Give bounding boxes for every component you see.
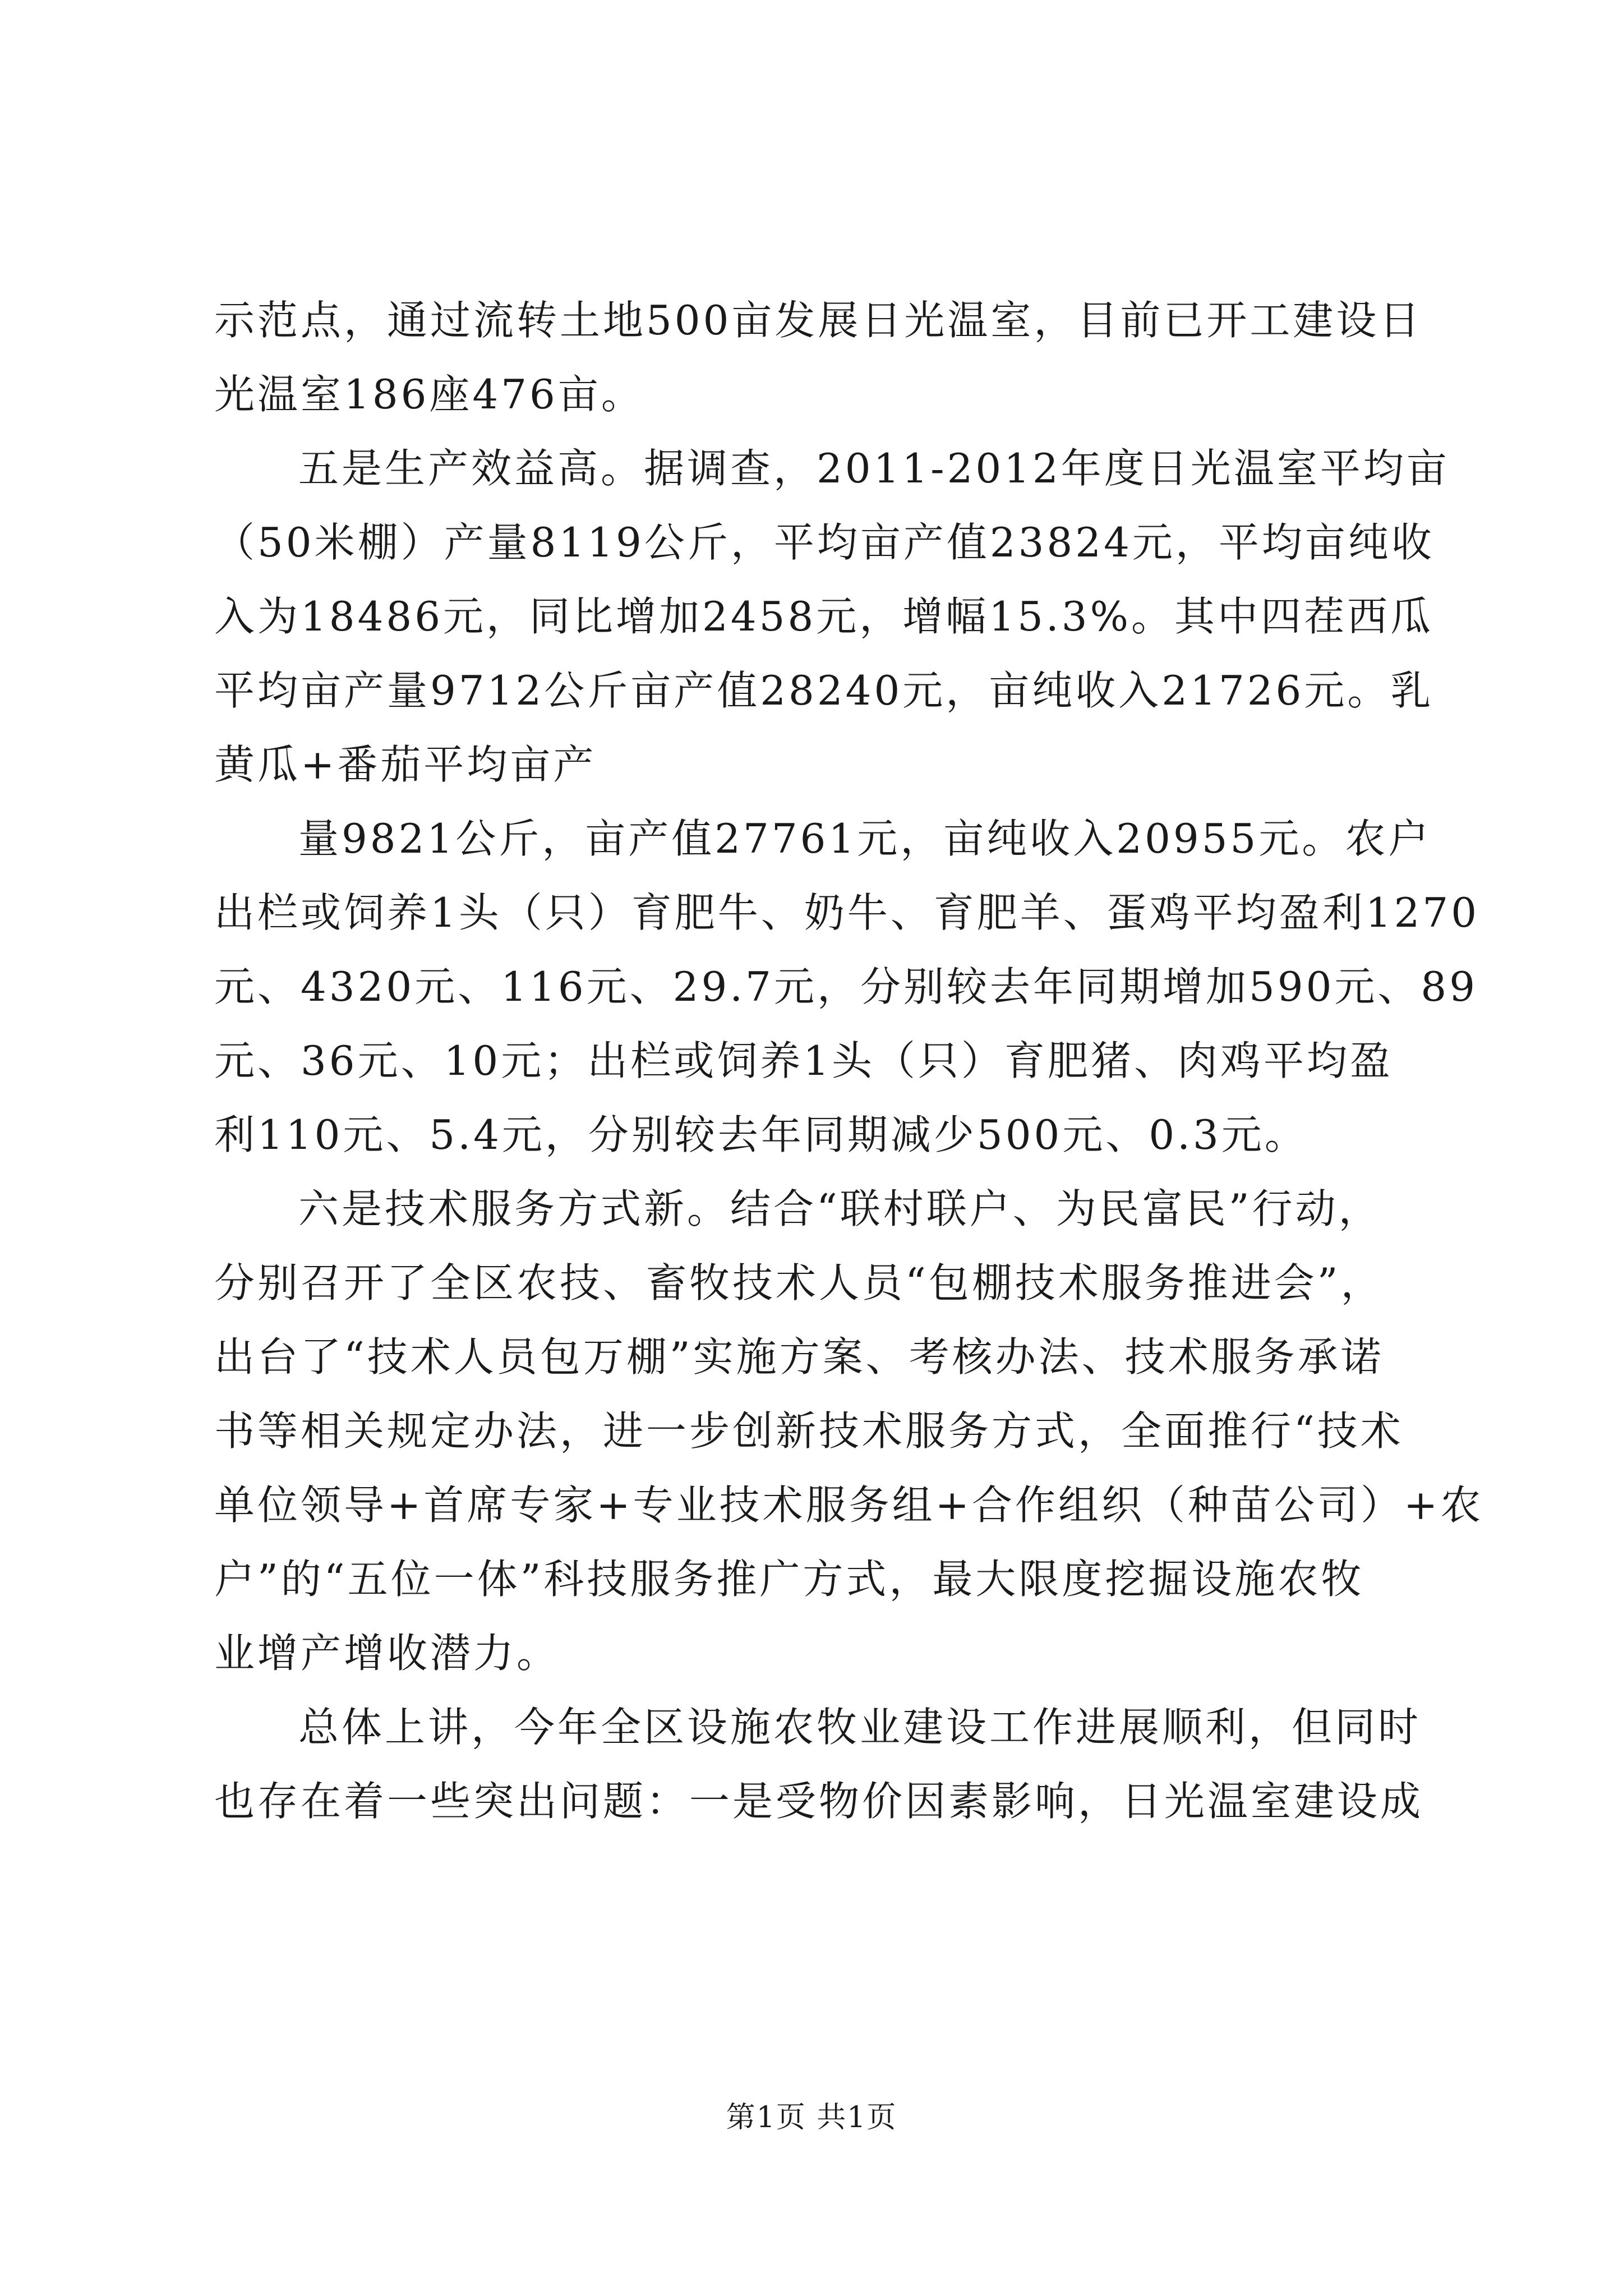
text-line: 光温室186座476亩。	[214, 371, 644, 418]
page-number-label: 第1页 共1页	[726, 2101, 897, 2134]
text-line: 入为18486元，同比增加2458元，增幅15.3%。其中四茬西瓜	[214, 593, 1434, 640]
text-line: 户”的“五位一体”科技服务推广方式，最大限度挖掘设施农牧	[214, 1556, 1364, 1603]
document-body	[214, 283, 1484, 1838]
text-line: 示范点，通过流转土地500亩发展日光温室，目前已开工建设日	[214, 297, 1423, 344]
text-line: 分别召开了全区农技、畜牧技术人员“包棚技术服务推进会”，	[214, 1259, 1384, 1306]
text-line: 单位领导+首席专家+专业技术服务组+合作组织（种苗公司）+农	[214, 1481, 1484, 1529]
text-line: 元、4320元、116元、29.7元，分别较去年同期增加590元、89	[214, 963, 1478, 1010]
text-line: 出台了“技术人员包万棚”实施方案、考核办法、技术服务承诺	[214, 1333, 1384, 1381]
text-line: 利110元、5.4元，分别较去年同期减少500元、0.3元。	[214, 1111, 1308, 1158]
text-line-paragraph-start: 六是技术服务方式新。结合“联村联户、为民富民”行动，	[298, 1185, 1382, 1232]
text-line: 出栏或饲养1头（只）育肥牛、奶牛、育肥羊、蛋鸡平均盈利1270	[214, 889, 1480, 936]
text-line: 也存在着一些突出问题：一是受物价因素影响，日光温室建设成	[214, 1778, 1424, 1825]
text-line-paragraph-start: 量9821公斤，亩产值27761元，亩纯收入20955元。农户	[298, 815, 1432, 862]
text-line: 书等相关规定办法，进一步创新技术服务方式，全面推行“技术	[214, 1407, 1404, 1455]
text-line: 平均亩产量9712公斤亩产值28240元，亩纯收入21726元。乳	[214, 667, 1434, 714]
page-footer	[0, 2098, 1623, 2137]
text-line-paragraph-start: 总体上讲，今年全区设施农牧业建设工作进展顺利，但同时	[298, 1704, 1422, 1751]
text-line: （50米棚）产量8119公斤，平均亩产值23824元，平均亩纯收	[214, 519, 1435, 566]
text-line-paragraph-start: 五是生产效益高。据调查，2011-2012年度日光温室平均亩	[298, 445, 1450, 492]
text-line: 黄瓜+番茄平均亩产	[214, 741, 597, 788]
text-line: 业增产增收潜力。	[214, 1630, 560, 1677]
text-line: 元、36元、10元；出栏或饲养1头（只）育肥猪、肉鸡平均盈	[214, 1037, 1394, 1084]
